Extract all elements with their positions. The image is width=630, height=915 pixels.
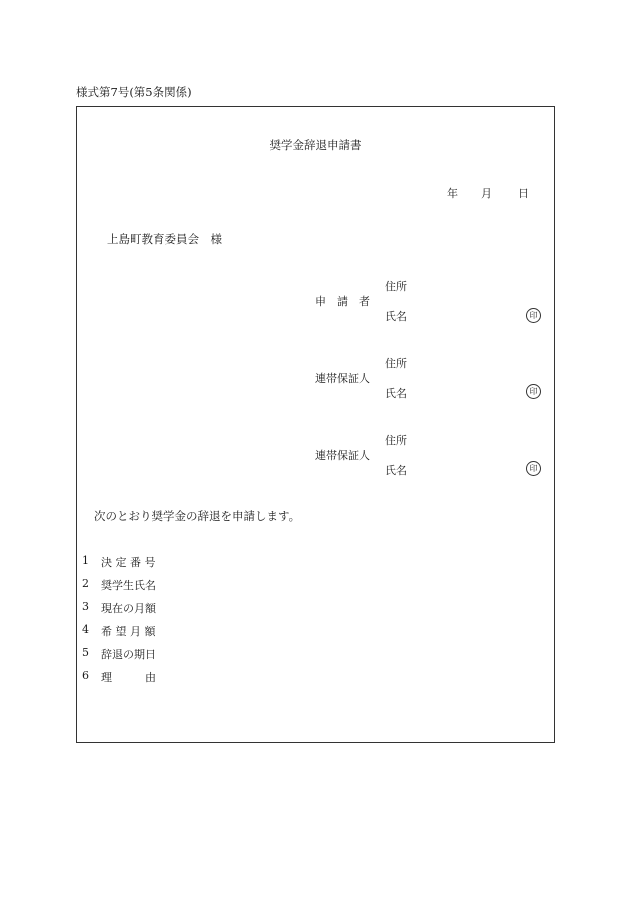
item-label-desired-monthly: 希 望 月 額 bbox=[101, 625, 156, 638]
item-number: 6 bbox=[82, 669, 89, 682]
guarantor2-address-label: 住所 bbox=[385, 434, 407, 447]
item-label-reason: 理 由 bbox=[101, 671, 156, 684]
item-number: 5 bbox=[82, 646, 89, 659]
item-number: 1 bbox=[82, 554, 89, 567]
request-statement: 次のとおり奨学金の辞退を申請します。 bbox=[94, 509, 301, 523]
item-label-scholar-name: 奨学生氏名 bbox=[101, 579, 156, 592]
item-number: 2 bbox=[82, 577, 89, 590]
applicant-name-label: 氏名 bbox=[385, 310, 407, 323]
item-label-decision-number: 決 定 番 号 bbox=[101, 556, 156, 569]
guarantor2-role-label: 連帯保証人 bbox=[315, 449, 370, 462]
date-day-label: 日 bbox=[518, 187, 529, 200]
guarantor1-seal-icon: 印 bbox=[526, 384, 541, 399]
item-label-withdrawal-date: 辞退の期日 bbox=[101, 648, 156, 661]
applicant-address-label: 住所 bbox=[385, 280, 407, 293]
guarantor1-name-label: 氏名 bbox=[385, 387, 407, 400]
guarantor2-name-label: 氏名 bbox=[385, 464, 407, 477]
applicant-role-label: 申 請 者 bbox=[315, 295, 370, 308]
addressee: 上島町教育委員会 様 bbox=[107, 232, 222, 246]
guarantor1-role-label: 連帯保証人 bbox=[315, 372, 370, 385]
form-frame bbox=[76, 106, 555, 743]
date-month-label: 月 bbox=[481, 187, 492, 200]
item-number: 3 bbox=[82, 600, 89, 613]
guarantor1-address-label: 住所 bbox=[385, 357, 407, 370]
guarantor2-seal-icon: 印 bbox=[526, 461, 541, 476]
form-title: 奨学金辞退申請書 bbox=[269, 138, 362, 152]
item-label-current-monthly: 現在の月額 bbox=[101, 602, 156, 615]
date-year-label: 年 bbox=[447, 187, 458, 200]
item-number: 4 bbox=[82, 623, 89, 636]
form-reference: 様式第7号(第5条関係) bbox=[76, 85, 192, 99]
applicant-seal-icon: 印 bbox=[526, 308, 541, 323]
